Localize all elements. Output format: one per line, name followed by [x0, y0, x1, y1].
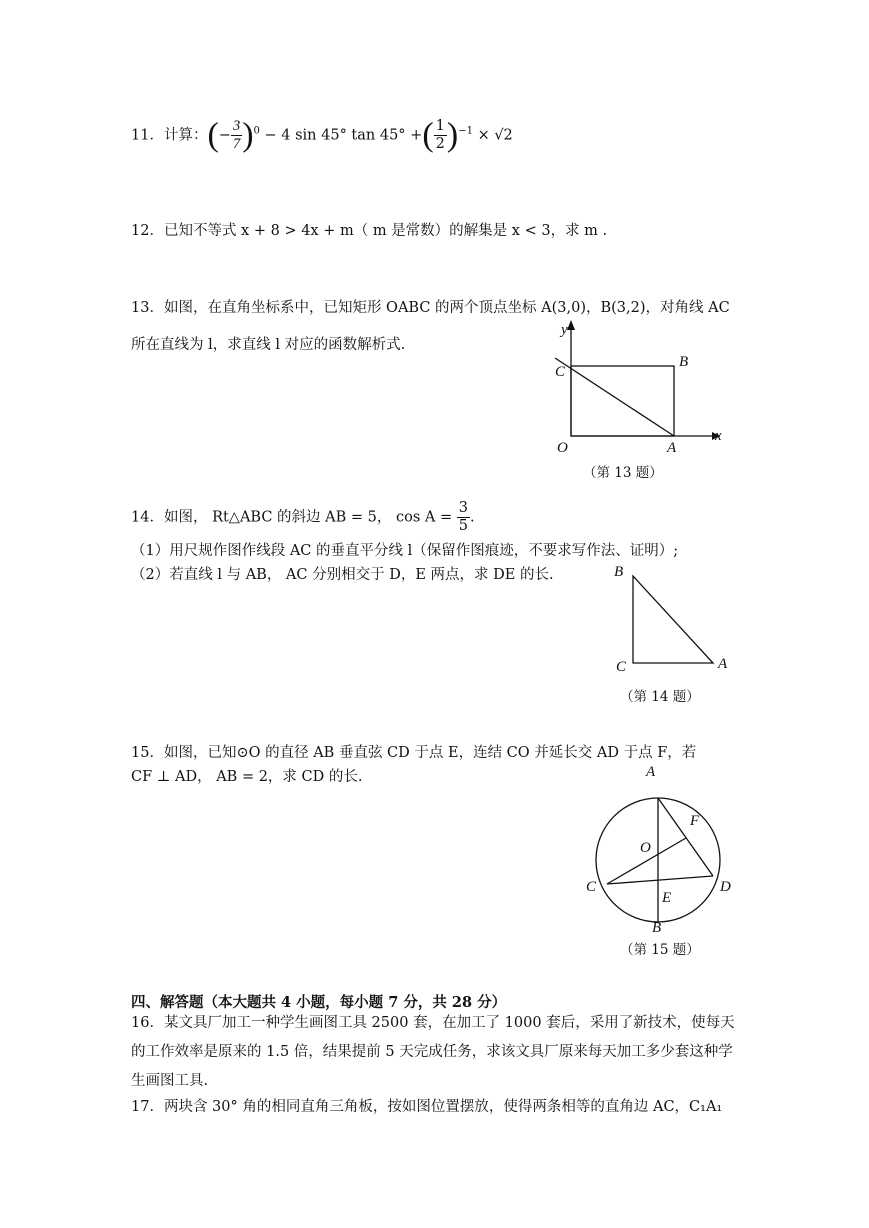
q11-label: 计算： — [163, 127, 208, 144]
circle-label-C: C — [586, 879, 597, 895]
question-16: 16．某文具厂加工一种学生画图工具 2500 套，在加工了 1000 套后，采用了新技术，使每天的工作效率是原来的 1.5 倍，结果提前 5 天完成任务，求该文具厂原来每天加工多少套这种学生画图工具. — [131, 1015, 735, 1089]
figure-15-caption: （第 15 题） — [620, 942, 700, 958]
paren-open: ( — [207, 116, 219, 154]
question-13-line1: 13．如图，在直角坐标系中，已知矩形 OABC 的两个顶点坐标 A(3,0)，B(3,2)，对角线 AC — [131, 300, 730, 316]
question-14-line3: （2）若直线 l 与 AB， AC 分别相交于 D，E 两点，求 DE 的长. — [131, 567, 554, 583]
question-15-line1: 15．如图，已知⊙O 的直径 AB 垂直弦 CD 于点 E，连结 CO 并延长交 AD 于点 F，若 — [131, 745, 697, 761]
question-14-line1: 14．如图， Rt△ABC 的斜边 AB = 5， cos A = $\frac{3}{5}$ . — [131, 500, 475, 534]
fraction-1-2: $\frac{1}{2}$ — [435, 118, 445, 152]
figure-14-caption: （第 14 题） — [620, 689, 700, 705]
question-14-line2: （1）用尺规作图作线段 AC 的垂直平分线 l（保留作图痕迹，不要求写作法、证明）; — [131, 543, 679, 559]
point-label-A: A — [667, 440, 677, 456]
paren-close: ) — [242, 116, 254, 154]
question-11: 11．计算：(− $\frac{3}{7}$ )$^0$ − 4 sin 45° tan 45° +( $\frac{1}{2}$ )$^{-1}$ × √2 — [131, 116, 513, 154]
question-12: 12．已知不等式 x + 8 > 4x + m（ m 是常数）的解集是 x < 3，求 m . — [131, 223, 608, 239]
figure-14-right-triangle — [610, 560, 740, 675]
circle-label-A: A — [646, 764, 656, 780]
fraction-3-5: $\frac{3}{5}$ — [458, 500, 468, 534]
triangle-label-A: A — [718, 656, 728, 672]
figure-13-coordinate-rect — [545, 318, 735, 458]
axis-label-x: x — [715, 428, 722, 444]
point-label-B: B — [679, 354, 689, 370]
figure-13-caption: （第 13 题） — [583, 465, 663, 481]
figure-15-circle — [580, 760, 740, 940]
question-15-line2: CF ⊥ AD， AB = 2，求 CD 的长. — [131, 769, 363, 785]
circle-label-E: E — [662, 890, 672, 906]
point-label-O: O — [557, 440, 568, 456]
question-13-line2: 所在直线为 l，求直线 l 对应的函数解析式. — [131, 337, 406, 353]
triangle-label-B: B — [614, 564, 624, 580]
fraction-3-7: $\frac{3}{7}$ — [232, 118, 241, 152]
circle-label-F: F — [690, 813, 700, 829]
section-4-heading: 四、解答题（本大题共 4 小题，每小题 7 分，共 28 分） — [131, 994, 507, 1011]
question-17: 17．两块含 30° 角的相同直角三角板，按如图位置摆放，使得两条相等的直角边 AC，C₁A₁ — [131, 1099, 723, 1115]
axis-label-y: y — [561, 322, 568, 338]
circle-label-B: B — [652, 920, 662, 936]
circle-label-D: D — [720, 879, 731, 895]
circle-label-O: O — [640, 840, 651, 856]
triangle-label-C: C — [616, 659, 627, 675]
q11-tail-expr: × √2 — [477, 127, 513, 144]
q11-mid-expr: − 4 sin 45° tan 45° + — [264, 127, 423, 144]
point-label-C: C — [555, 364, 566, 380]
q11-number: 11． — [131, 127, 164, 144]
